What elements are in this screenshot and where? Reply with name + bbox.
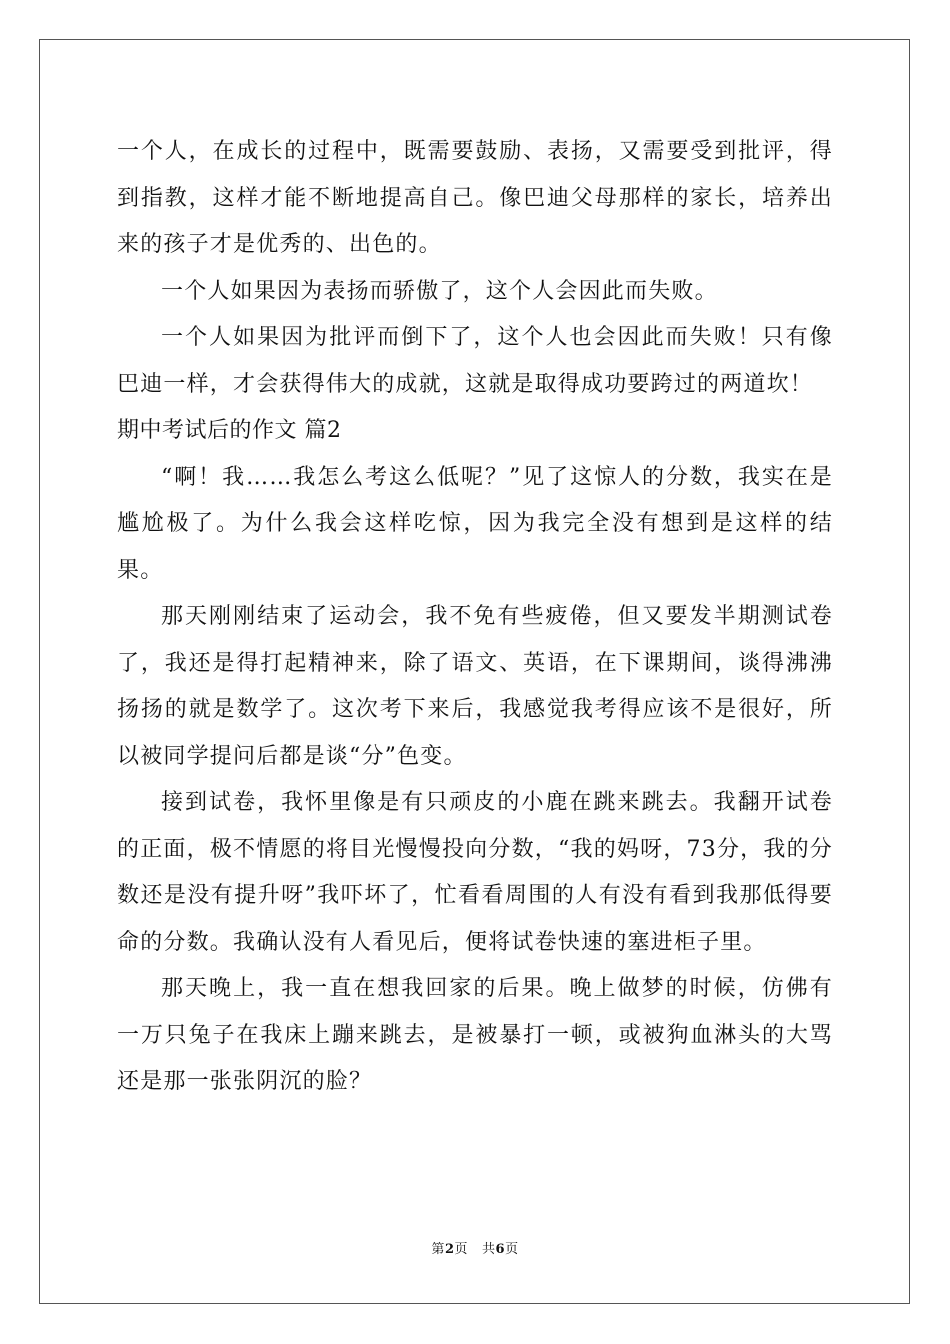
section-heading: 期中考试后的作文 篇2	[117, 418, 342, 443]
page-total: 6	[495, 1242, 506, 1257]
page-footer	[0, 1238, 950, 1257]
total-suffix: 页	[505, 1242, 519, 1257]
document-body	[117, 129, 833, 1106]
paragraph: 一个人如果因为表扬而骄傲了，这个人会因此而失败。	[161, 278, 718, 304]
paragraph: 那天晚上，我一直在想我回家的后果。晚上做梦的时候，仿佛有一万只兔子在我床上蹦来跳去，是被暴打一顿，或被狗血淋头的大骂还是那一张张阴沉的脸？	[117, 976, 833, 1094]
paragraph: “啊！我……我怎么考这么低呢？”见了这惊人的分数，我实在是尴尬极了。为什么我会这样吃惊，因为我完全没有想到是这样的结果。	[117, 464, 833, 583]
total-prefix: 共	[482, 1242, 496, 1257]
paragraph: 一个人，在成长的过程中，既需要鼓励、表扬，又需要受到批评，得到指教，这样才能不断地提高自己。像巴迪父母那样的家长，培养出来的孩子才是优秀的、出色的。	[117, 139, 833, 257]
page-number: 2	[444, 1242, 455, 1257]
paragraph: 那天刚刚结束了运动会，我不免有些疲倦，但又要发半期测试卷了，我还是得打起精神来，除了语文、英语，在下课期间，谈得沸沸扬扬的就是数学了。这次考下来后，我感觉我考得应该不是很好，所以被同学提问后都是谈“分”色变。	[117, 604, 833, 769]
page-prefix: 第	[431, 1242, 445, 1257]
page-suffix: 页	[454, 1242, 468, 1257]
paragraph: 接到试卷，我怀里像是有只顽皮的小鹿在跳来跳去。我翻开试卷的正面，极不情愿的将目光慢慢投向分数，“我的妈呀，73分，我的分数还是没有提升呀”我吓坏了，忙看看周围的人有没有看到我那低得要命的分数。我确认没有人看见后，便将试卷快速的塞进柜子里。	[117, 790, 833, 955]
paragraph: 一个人如果因为批评而倒下了，这个人也会因此而失败！只有像巴迪一样，才会获得伟大的成就，这就是取得成功要跨过的两道坎！	[117, 325, 833, 397]
